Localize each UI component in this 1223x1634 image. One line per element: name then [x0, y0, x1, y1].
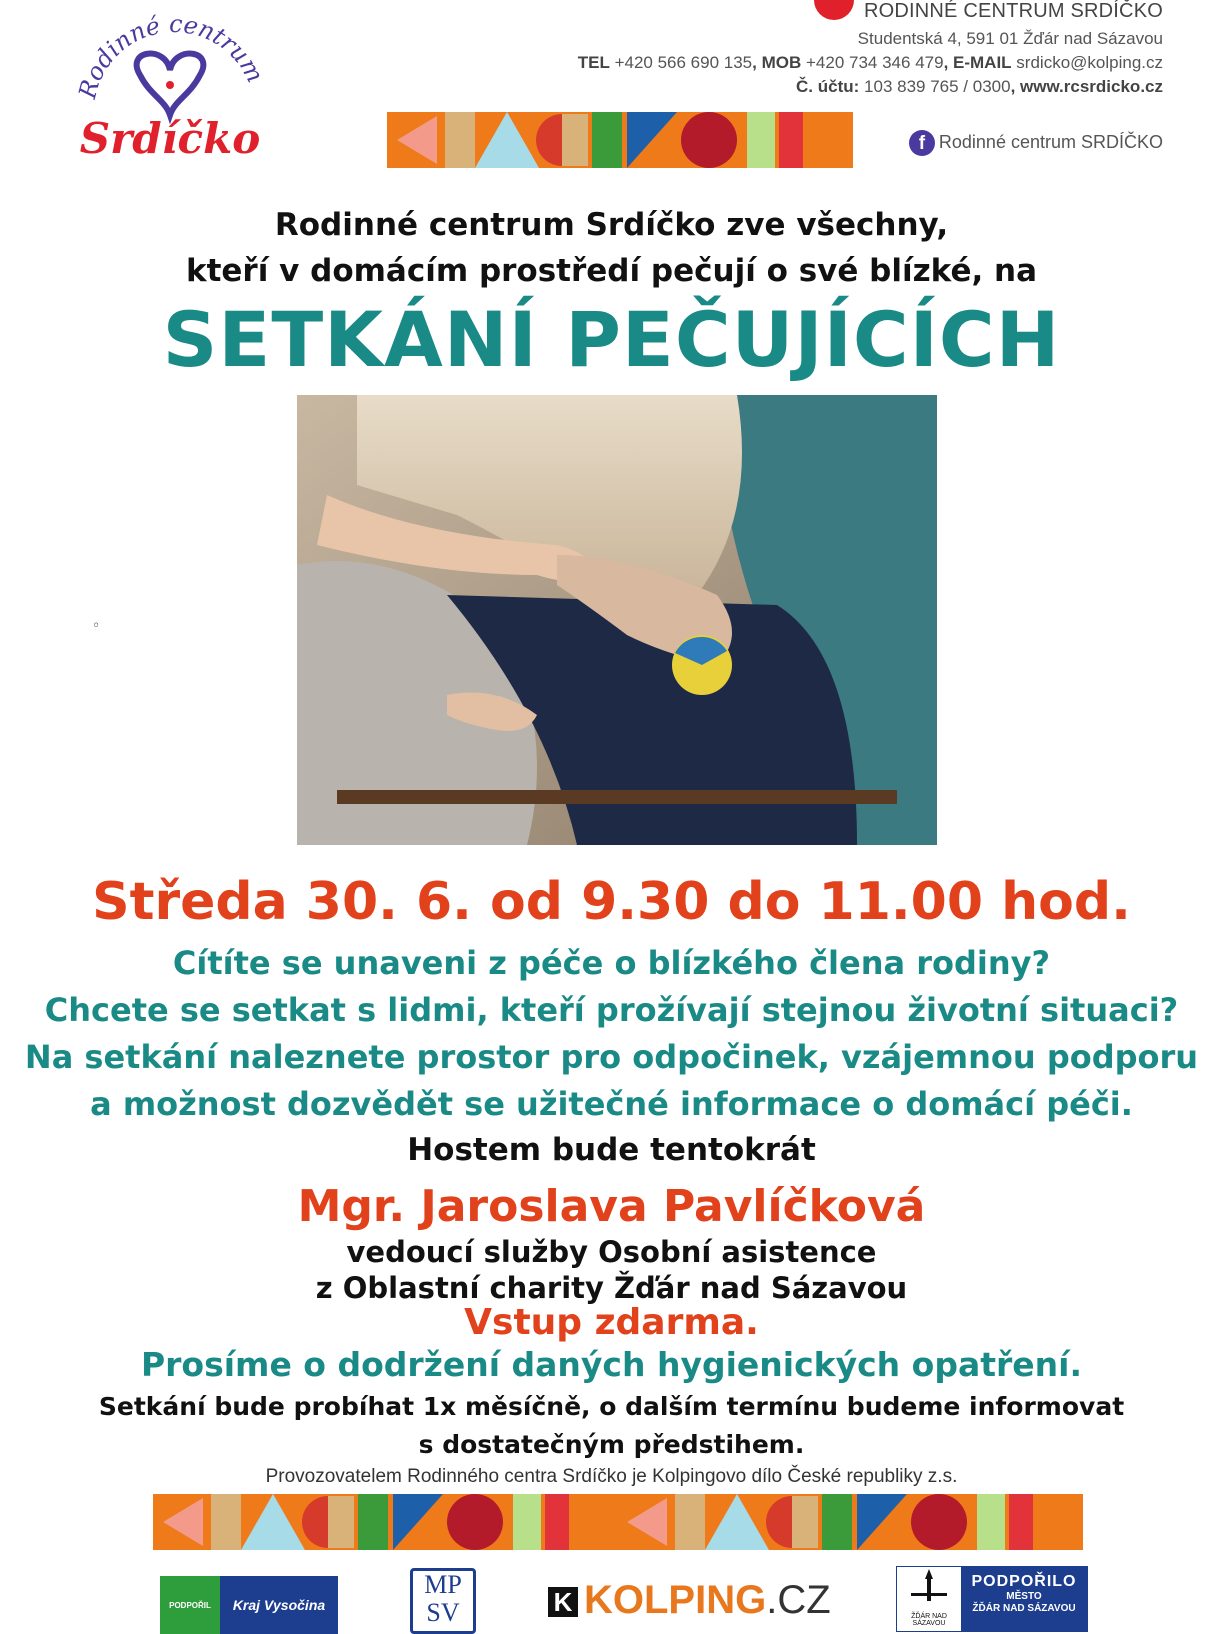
- tel-value[interactable]: +420 566 690 135: [614, 53, 753, 72]
- caregiver-hands-photo: [297, 395, 937, 845]
- zdar-mid-label: MĚSTO: [1006, 1591, 1042, 1602]
- question-2: Chcete se setkat s lidmi, kteří prožívají stejnou životní situaci?: [44, 991, 1179, 1029]
- event-title: SETKÁNÍ PEČUJÍCÍCH: [162, 295, 1061, 384]
- half-circle-icon: [814, 0, 854, 20]
- mpsv-bottom: SV: [426, 1598, 460, 1627]
- kolping-k-icon: K: [548, 1587, 578, 1617]
- kolping-cz: .CZ: [766, 1578, 831, 1622]
- free-entry: Vstup zdarma.: [464, 1302, 759, 1343]
- email-label: E-MAIL: [953, 53, 1012, 72]
- kraj-vysocina-logo: [160, 1576, 338, 1634]
- kolping-text: KOLPING: [584, 1578, 767, 1622]
- invite-line-2: kteří v domácím prostředí pečují o své blízké, na: [185, 253, 1038, 289]
- mpsv-logo: [410, 1568, 476, 1634]
- kolping-logo: [548, 1578, 831, 1623]
- zdar-top-label: PODPOŘILO: [971, 1573, 1077, 1590]
- question-4: a možnost dozvědět se užitečné informace o domácí péči.: [90, 1085, 1133, 1123]
- email-value[interactable]: srdicko@kolping.cz: [1016, 53, 1163, 72]
- zdar-bottom-label: ŽĎÁR NAD SÁZAVOU: [972, 1603, 1076, 1614]
- question-1: Cítíte se unaveni z péče o blízkého člena rodiny?: [172, 944, 1051, 982]
- event-date: Středa 30. 6. od 9.30 do 11.00 hod.: [92, 872, 1131, 932]
- guest-role-line-2: z Oblastní charity Žďár nad Sázavou: [315, 1271, 908, 1305]
- account-label: Č. účtu:: [796, 77, 860, 96]
- church-icon: [897, 1567, 961, 1611]
- facebook-link[interactable]: [909, 130, 1163, 156]
- website-link[interactable]: www.rcsrdicko.cz: [1020, 77, 1163, 96]
- vysocina-right-label: Kraj Vysočina: [220, 1576, 338, 1634]
- monthly-line-1: Setkání bude probíhat 1x měsíčně, o dalším termínu budeme informovat: [98, 1392, 1125, 1421]
- logo-arc-text: Rodinné centrum: [73, 9, 270, 102]
- tel-label: TEL: [577, 53, 610, 72]
- srdicko-logo: [70, 5, 270, 165]
- account-value: 103 839 765 / 0300: [864, 77, 1011, 96]
- org-name: RODINNÉ CENTRUM SRDÍČKO: [863, 0, 1163, 22]
- operator-note: Provozovatelem Rodinného centra Srdíčko je Kolpingovo dílo České republiky z.s.: [265, 1466, 958, 1487]
- zdar-left-label: ŽĎÁR NAD SÁZAVOU: [911, 1613, 947, 1627]
- monthly-line-2: s dostatečným předstihem.: [418, 1430, 805, 1459]
- org-contact-line: TEL +420 566 690 135, MOB +420 734 346 479, E-MAIL srdicko@kolping.cz: [577, 53, 1163, 72]
- org-account-line: Č. účtu: 103 839 765 / 0300, www.rcsrdicko.cz: [796, 77, 1163, 96]
- invite-text: [0, 202, 1223, 294]
- zdar-city-logo: [896, 1566, 1088, 1632]
- event-questions: [0, 940, 1223, 1128]
- question-3: Na setkání naleznete prostor pro odpočinek, vzájemnou podporu: [24, 1038, 1199, 1076]
- host-intro: Hostem bude tentokrát: [407, 1132, 816, 1168]
- decorative-strip-top: [387, 112, 853, 168]
- org-contact-block: [463, 0, 1163, 99]
- facebook-icon: f: [909, 130, 935, 156]
- decorative-strip-bottom: [153, 1494, 1083, 1550]
- guest-role-line-1: vedoucí služby Osobní asistence: [346, 1235, 877, 1269]
- logo-main-text: Srdíčko: [79, 114, 261, 163]
- mob-value[interactable]: +420 734 346 479: [806, 53, 944, 72]
- hygiene-note: Prosíme o dodržení daných hygienických opatření.: [140, 1345, 1083, 1384]
- facebook-label: Rodinné centrum SRDÍČKO: [938, 131, 1163, 152]
- vysocina-left-label: PODPOŘIL: [160, 1576, 220, 1634]
- org-address: Studentská 4, 591 01 Žďár nad Sázavou: [857, 29, 1163, 48]
- guest-role: [0, 1234, 1223, 1306]
- mpsv-top: MP: [424, 1570, 462, 1599]
- guest-name: Mgr. Jaroslava Pavlíčková: [297, 1181, 926, 1232]
- bullet-mark: ◦: [92, 618, 101, 634]
- invite-line-1: Rodinné centrum Srdíčko zve všechny,: [274, 207, 949, 243]
- monthly-note: [0, 1388, 1223, 1464]
- mob-label: MOB: [761, 53, 802, 72]
